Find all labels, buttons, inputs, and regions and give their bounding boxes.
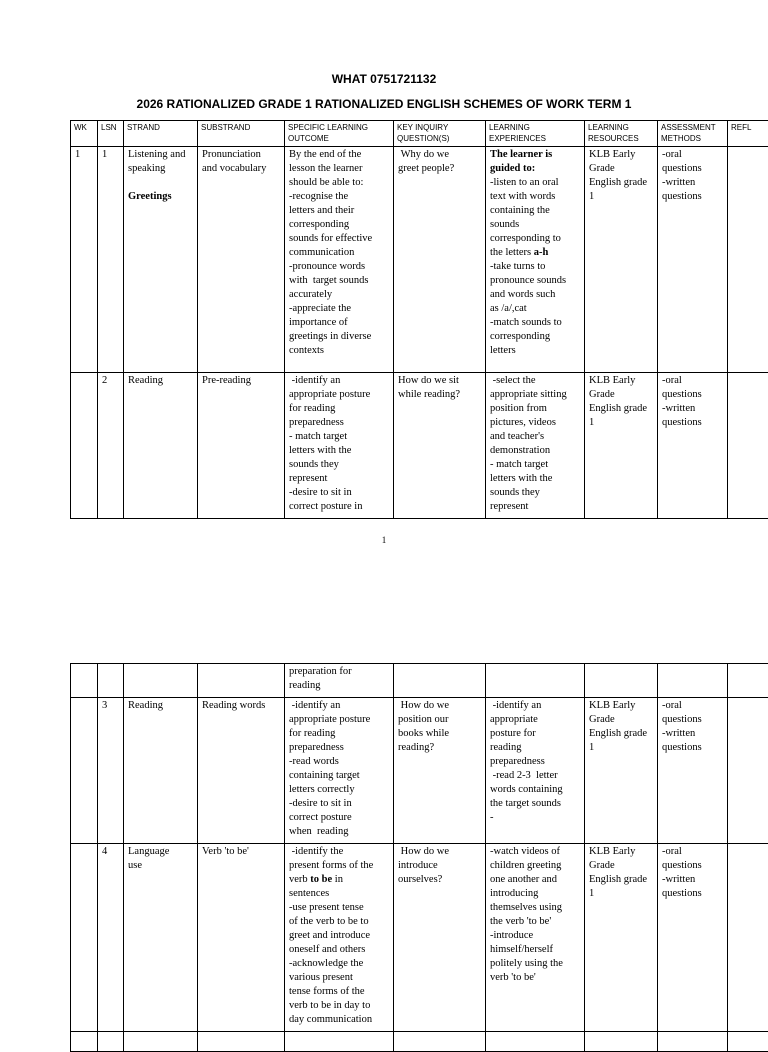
cell-line: -desire to sit in bbox=[289, 486, 389, 500]
cell-line: preparedness bbox=[490, 755, 580, 769]
cell-outcome: -identify the present forms of the verb to be in sentences -use present tense of the verb to be to greet and introduce oneself and others -acknowledge the various present tense forms of the verb to be in day to day communication bbox=[285, 844, 394, 1032]
cell-outcome bbox=[285, 1032, 394, 1052]
cell-line: -oral bbox=[662, 374, 723, 388]
cell-substrand: Verb 'to be' bbox=[198, 844, 285, 1032]
cell-line: pronounce sounds bbox=[490, 274, 580, 288]
cell-line: letters bbox=[490, 344, 580, 358]
cell-line: text with words bbox=[490, 190, 580, 204]
cell-line: present forms of the bbox=[289, 859, 389, 873]
table-header-row bbox=[71, 121, 768, 147]
cell-line: English grade bbox=[589, 873, 653, 887]
cell-line: themselves using bbox=[490, 901, 580, 915]
cell-line: while reading? bbox=[398, 388, 481, 402]
cell-line: 1 bbox=[589, 416, 653, 430]
strand-topic: Greetings bbox=[128, 190, 193, 204]
cell-line: questions bbox=[662, 162, 723, 176]
cell-line: appropriate bbox=[490, 713, 580, 727]
table-row bbox=[71, 844, 768, 1032]
cell-week bbox=[71, 1032, 98, 1052]
cell-lesson: 4 bbox=[98, 844, 124, 1032]
cell-line: -recognise the bbox=[289, 190, 389, 204]
cell-line: Grade bbox=[589, 859, 653, 873]
cell-line: KLB Early bbox=[589, 148, 653, 162]
cell-week bbox=[71, 664, 98, 698]
cell-reflection bbox=[728, 698, 768, 844]
cell-strand: Reading bbox=[124, 698, 198, 844]
cell-line: greet and introduce bbox=[289, 929, 389, 943]
page-number: 1 bbox=[0, 535, 768, 545]
cell-line: Why do we bbox=[398, 148, 481, 162]
cell-line: letters with the bbox=[490, 472, 580, 486]
cell-line: the verb 'to be' bbox=[490, 915, 580, 929]
cell-substrand: Pre-reading bbox=[198, 373, 285, 519]
col-header-wk: WK bbox=[71, 121, 98, 147]
cell-line: correct posture in bbox=[289, 500, 389, 514]
cell-line: By the end of the bbox=[289, 148, 389, 162]
cell-line: posture for bbox=[490, 727, 580, 741]
cell-line: with target sounds bbox=[289, 274, 389, 288]
cell-line: sounds they bbox=[289, 458, 389, 472]
cell-line: -use present tense bbox=[289, 901, 389, 915]
cell-line: English grade bbox=[589, 727, 653, 741]
cell-line: How do we bbox=[398, 845, 481, 859]
cell-line: as /a/,cat bbox=[490, 302, 580, 316]
cell-line: -written bbox=[662, 873, 723, 887]
col-header-outcome: SPECIFIC LEARNING OUTCOME bbox=[285, 121, 394, 147]
cell-line: importance of bbox=[289, 316, 389, 330]
document-contact: WHAT 0751721132 bbox=[0, 72, 768, 86]
cell-line: children greeting bbox=[490, 859, 580, 873]
cell-line: -identify an bbox=[490, 699, 580, 713]
cell-line: verb to be in day to bbox=[289, 999, 389, 1013]
cell-line: How do we sit bbox=[398, 374, 481, 388]
cell-substrand: Reading words bbox=[198, 698, 285, 844]
cell-line: Grade bbox=[589, 162, 653, 176]
cell-substrand bbox=[198, 1032, 285, 1052]
cell-line: day communication bbox=[289, 1013, 389, 1027]
cell-line: English grade bbox=[589, 176, 653, 190]
cell-resources bbox=[585, 698, 658, 844]
cell-line: Grade bbox=[589, 388, 653, 402]
cell-reflection bbox=[728, 373, 768, 519]
cell-line: demonstration bbox=[490, 444, 580, 458]
cell-line: - match target bbox=[490, 458, 580, 472]
document-title: 2026 RATIONALIZED GRADE 1 RATIONALIZED ENGLISH SCHEMES OF WORK TERM 1 bbox=[0, 97, 768, 111]
cell-lesson: 1 bbox=[98, 147, 124, 373]
cell-line: 1 bbox=[589, 190, 653, 204]
cell-lesson: 3 bbox=[98, 698, 124, 844]
cell-line: correct posture bbox=[289, 811, 389, 825]
cell-line: accurately bbox=[289, 288, 389, 302]
cell-assessment bbox=[658, 844, 728, 1032]
cell-line: KLB Early bbox=[589, 845, 653, 859]
col-header-assessment: ASSESSMENT METHODS bbox=[658, 121, 728, 147]
cell-line: containing target bbox=[289, 769, 389, 783]
cell-line: appropriate posture bbox=[289, 713, 389, 727]
cell-line: -read 2-3 letter bbox=[490, 769, 580, 783]
cell-line: corresponding bbox=[289, 218, 389, 232]
cell-line: KLB Early bbox=[589, 374, 653, 388]
col-header-resources: LEARNING RESOURCES bbox=[585, 121, 658, 147]
cell-line: -identify the bbox=[289, 845, 389, 859]
cell-line: -listen to an oral bbox=[490, 176, 580, 190]
cell-line: contexts bbox=[289, 344, 389, 358]
table-row bbox=[71, 1032, 768, 1052]
cell-line: should be able to: bbox=[289, 176, 389, 190]
cell-line: introduce bbox=[398, 859, 481, 873]
cell-line: 1 bbox=[589, 741, 653, 755]
cell-line: one another and bbox=[490, 873, 580, 887]
cell-strand bbox=[124, 1032, 198, 1052]
cell-line: verb 'to be' bbox=[490, 971, 580, 985]
cell-line: questions bbox=[662, 416, 723, 430]
cell-line: introducing bbox=[490, 887, 580, 901]
cell-line: -desire to sit in bbox=[289, 797, 389, 811]
cell-reflection bbox=[728, 844, 768, 1032]
cell-line: - bbox=[490, 811, 580, 825]
cell-line: questions bbox=[662, 388, 723, 402]
cell-inquiry-question bbox=[394, 373, 486, 519]
cell-line: 1 bbox=[589, 887, 653, 901]
table-row bbox=[71, 147, 768, 373]
cell-line: questions bbox=[662, 859, 723, 873]
cell-inquiry-question bbox=[394, 698, 486, 844]
cell-line: lesson the learner bbox=[289, 162, 389, 176]
cell-line: preparedness bbox=[289, 741, 389, 755]
cell-line: preparedness bbox=[289, 416, 389, 430]
table-row bbox=[71, 373, 768, 519]
cell-lesson bbox=[98, 1032, 124, 1052]
table-row bbox=[71, 698, 768, 844]
cell-line: pictures, videos bbox=[490, 416, 580, 430]
cell-line: ourselves? bbox=[398, 873, 481, 887]
cell-experiences bbox=[486, 664, 585, 698]
cell-line: -appreciate the bbox=[289, 302, 389, 316]
cell-line: -written bbox=[662, 727, 723, 741]
cell-line: reading bbox=[490, 741, 580, 755]
table-row bbox=[71, 664, 768, 698]
cell-line: appropriate posture bbox=[289, 388, 389, 402]
cell-inquiry-question bbox=[394, 147, 486, 373]
cell-experiences bbox=[486, 698, 585, 844]
cell-resources bbox=[585, 147, 658, 373]
cell-line: sounds for effective bbox=[289, 232, 389, 246]
cell-assessment bbox=[658, 147, 728, 373]
cell-strand bbox=[124, 664, 198, 698]
cell-line: words containing bbox=[490, 783, 580, 797]
cell-line: questions bbox=[662, 741, 723, 755]
cell-assessment bbox=[658, 373, 728, 519]
col-header-lsn: LSN bbox=[98, 121, 124, 147]
cell-line: sounds bbox=[490, 218, 580, 232]
cell-line: preparation for bbox=[289, 665, 389, 679]
cell-line: represent bbox=[289, 472, 389, 486]
cell-line: and words such bbox=[490, 288, 580, 302]
cell-line: letters and their bbox=[289, 204, 389, 218]
cell-line: -oral bbox=[662, 699, 723, 713]
cell-strand: Reading bbox=[124, 373, 198, 519]
cell-assessment bbox=[658, 664, 728, 698]
cell-outcome bbox=[285, 698, 394, 844]
scheme-of-work-table-page-2 bbox=[70, 663, 768, 1052]
cell-line: for reading bbox=[289, 727, 389, 741]
cell-resources bbox=[585, 373, 658, 519]
cell-line: -written bbox=[662, 402, 723, 416]
cell-inquiry-question bbox=[394, 664, 486, 698]
cell-line: position from bbox=[490, 402, 580, 416]
cell-line: books while bbox=[398, 727, 481, 741]
cell-substrand bbox=[198, 664, 285, 698]
cell-week bbox=[71, 698, 98, 844]
cell-inquiry-question bbox=[394, 1032, 486, 1052]
cell-line: tense forms of the bbox=[289, 985, 389, 999]
cell-line: How do we bbox=[398, 699, 481, 713]
cell-line: greetings in diverse bbox=[289, 330, 389, 344]
cell-line: -pronounce words bbox=[289, 260, 389, 274]
cell-line: English grade bbox=[589, 402, 653, 416]
cell-line: -read words bbox=[289, 755, 389, 769]
cell-line: questions bbox=[662, 887, 723, 901]
cell-line: KLB Early bbox=[589, 699, 653, 713]
cell-line: -written bbox=[662, 176, 723, 190]
cell-experiences: The learner is guided to: -listen to an oral text with words containing the sounds corresponding to the letters a-h -take turns to pronounce sounds and words such as /a/,cat -match sounds to corresponding letters bbox=[486, 147, 585, 373]
cell-experiences bbox=[486, 844, 585, 1032]
col-header-reflection: REFL bbox=[728, 121, 768, 147]
cell-line: position our bbox=[398, 713, 481, 727]
cell-strand: Listening and speaking Greetings bbox=[124, 147, 198, 373]
cell-line: questions bbox=[662, 713, 723, 727]
cell-line: corresponding bbox=[490, 330, 580, 344]
cell-resources bbox=[585, 664, 658, 698]
cell-experiences bbox=[486, 1032, 585, 1052]
cell-line: greet people? bbox=[398, 162, 481, 176]
cell-line: corresponding to bbox=[490, 232, 580, 246]
col-header-experiences: LEARNING EXPERIENCES bbox=[486, 121, 585, 147]
cell-experiences bbox=[486, 373, 585, 519]
cell-line: oneself and others bbox=[289, 943, 389, 957]
scheme-of-work-table-page-1 bbox=[70, 120, 768, 519]
cell-reflection bbox=[728, 147, 768, 373]
cell-reflection bbox=[728, 1032, 768, 1052]
cell-line: -watch videos of bbox=[490, 845, 580, 859]
cell-inquiry-question bbox=[394, 844, 486, 1032]
cell-line: for reading bbox=[289, 402, 389, 416]
cell-line: and teacher's bbox=[490, 430, 580, 444]
cell-resources bbox=[585, 844, 658, 1032]
cell-outcome bbox=[285, 373, 394, 519]
cell-reflection bbox=[728, 664, 768, 698]
cell-week: 1 bbox=[71, 147, 98, 373]
cell-line: appropriate sitting bbox=[490, 388, 580, 402]
cell-line: -select the bbox=[490, 374, 580, 388]
cell-line: represent bbox=[490, 500, 580, 514]
cell-line: -identify an bbox=[289, 699, 389, 713]
cell-line: -identify an bbox=[289, 374, 389, 388]
col-header-strand: STRAND bbox=[124, 121, 198, 147]
cell-outcome bbox=[285, 664, 394, 698]
cell-resources bbox=[585, 1032, 658, 1052]
cell-line: -oral bbox=[662, 148, 723, 162]
cell-line: the target sounds bbox=[490, 797, 580, 811]
cell-line: himself/herself bbox=[490, 943, 580, 957]
cell-line: -take turns to bbox=[490, 260, 580, 274]
cell-line: when reading bbox=[289, 825, 389, 839]
cell-line: letters with the bbox=[289, 444, 389, 458]
cell-week bbox=[71, 373, 98, 519]
cell-line: of the verb to be to bbox=[289, 915, 389, 929]
cell-line: questions bbox=[662, 190, 723, 204]
cell-line: -acknowledge the bbox=[289, 957, 389, 971]
cell-line: Grade bbox=[589, 713, 653, 727]
col-header-substrand: SUBSTRAND bbox=[198, 121, 285, 147]
cell-line: - match target bbox=[289, 430, 389, 444]
cell-substrand: Pronunciation and vocabulary bbox=[198, 147, 285, 373]
cell-assessment bbox=[658, 1032, 728, 1052]
cell-line: reading? bbox=[398, 741, 481, 755]
cell-line: -introduce bbox=[490, 929, 580, 943]
cell-line: politely using the bbox=[490, 957, 580, 971]
cell-line: -match sounds to bbox=[490, 316, 580, 330]
cell-strand: Language use bbox=[124, 844, 198, 1032]
cell-outcome bbox=[285, 147, 394, 373]
cell-line: reading bbox=[289, 679, 389, 693]
cell-line: -oral bbox=[662, 845, 723, 859]
cell-assessment bbox=[658, 698, 728, 844]
cell-lesson bbox=[98, 664, 124, 698]
cell-week bbox=[71, 844, 98, 1032]
cell-line: sentences bbox=[289, 887, 389, 901]
cell-line: communication bbox=[289, 246, 389, 260]
cell-line: various present bbox=[289, 971, 389, 985]
cell-line: containing the bbox=[490, 204, 580, 218]
cell-line: letters correctly bbox=[289, 783, 389, 797]
cell-lesson: 2 bbox=[98, 373, 124, 519]
cell-line: sounds they bbox=[490, 486, 580, 500]
col-header-inquiry: KEY INQUIRY QUESTION(S) bbox=[394, 121, 486, 147]
